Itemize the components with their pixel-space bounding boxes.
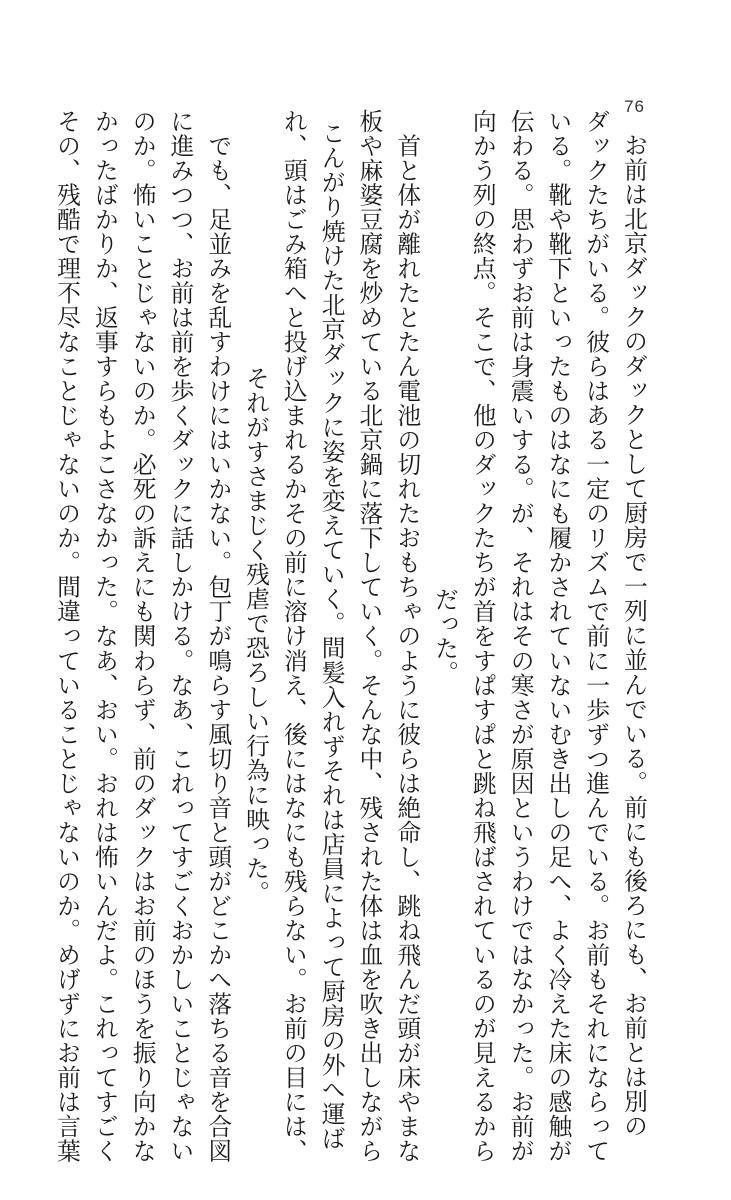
text-line-7: 首と体が離れたとたん電池の切れたおもちゃのように彼らは絶命し、跳ね飛んだ頭が床やまな bbox=[393, 108, 422, 1164]
text-line-15: かったばかりか、返事すらもよこさなかった。なあ、おい。おれは怖いんだよ。これってすごく bbox=[90, 108, 119, 1164]
text-line-9: こんがり焼けた北京ダックに姿を変えていく。間髪入れずそれは店員によって厨房の外へ運ば bbox=[317, 121, 346, 1151]
text-line-6: だった。 bbox=[431, 586, 460, 686]
text-line-14: のか。怖いことじゃないのか。必死の訴えにも関わらず、前のダックはお前のほうを振り向かな bbox=[128, 108, 157, 1164]
text-line-16: その、残酷で理不尽なことじゃないのか。間違っていることじゃないのか。めげずにお前は言葉 bbox=[53, 108, 82, 1164]
text-line-13: に進みつつ、お前は前を歩くダックに話しかける。なあ、これってすごくおかしいことじゃない bbox=[166, 108, 195, 1164]
vertical-text-block bbox=[53, 108, 648, 1164]
text-line-12: でも、足並みを乱すわけにはいかない。包丁が鳴らす風切り音と頭がどこかへ落ちる音を合図 bbox=[204, 108, 233, 1164]
text-line-1: お前は北京ダックのダックとして厨房で一列に並んでいる。前にも後ろにも、お前とは別の bbox=[620, 133, 648, 1139]
text-line-11: それがすさまじく残虐で恐ろしい行為に映った。 bbox=[242, 366, 271, 906]
page-number: 76 bbox=[624, 97, 645, 116]
text-line-8: 板や麻婆豆腐を炒めている北京鍋に落下していく。そんな中、残された体は血を吹き出しながら bbox=[355, 108, 384, 1164]
text-line-2: ダックたちがいる。彼らはある一定のリズムで前に一歩ずつ進んでいる。お前もそれにならって bbox=[582, 108, 611, 1164]
text-line-10: れ、頭はごみ箱へと投げ込まれるかその前に溶け消え、後にはなにも残らない。お前の目には、 bbox=[279, 108, 308, 1164]
text-line-3: いる。靴や靴下といったものはなにも履かされていないむき出しの足へ、よく冷えた床の感触が bbox=[544, 108, 573, 1164]
text-line-4: 伝わる。思わずお前は身震いする。が、それはその寒さが原因というわけではなかった。お前が bbox=[506, 108, 535, 1164]
text-line-5: 向かう列の終点。そこで、他のダックたちが首をすぱすぱと跳ね飛ばされているのが見えるから bbox=[468, 108, 497, 1164]
